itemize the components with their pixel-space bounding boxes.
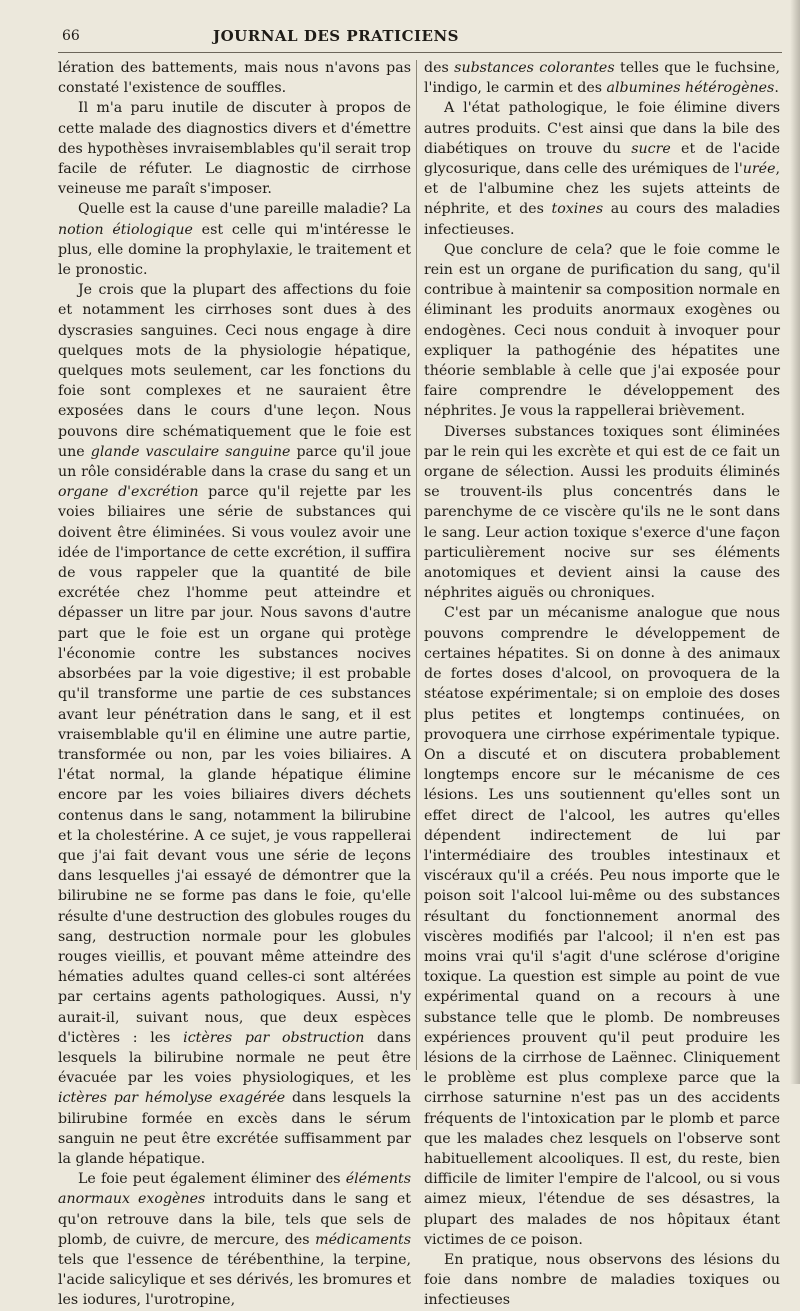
page-header	[62, 22, 780, 50]
header-rule	[58, 52, 782, 53]
emphasis: organe d'excrétion	[58, 484, 199, 501]
paragraph: lération des battements, mais nous n'avons pas constaté l'existence de souffles.	[58, 60, 411, 97]
paragraph: Quelle est la cause d'une pareille maladie? La notion étiologique est celle qui m'intéresse le plus, elle domine la prophylaxie, le traitement et le pronostic.	[58, 201, 411, 279]
emphasis: urée	[742, 161, 776, 178]
emphasis: médicaments	[315, 1231, 411, 1248]
paragraph: Il m'a paru inutile de discuter à propos de cette malade des diagnostics divers et d'émettre des hypothèses invraisemblables qu'il serait trop facile de réfuter. Le diagnostic de cirrhose veineuse me paraît s'imposer.	[58, 100, 411, 198]
emphasis: toxines	[551, 201, 604, 218]
page-number: 66	[62, 28, 80, 44]
page-binding-edge	[790, 0, 800, 1084]
paragraph: Je crois que la plupart des affections du foie et notamment les cirrhoses sont dues à des dyscrasies sanguines. Ceci nous engage à dire quelques mots de la physiologie hépatique, quelques mots seulement, car les fonctions du foie sont complexes et ne sauraient être exposées dans le cours d'une leçon. Nous pouvons dire schématiquement que le foie est une glande vasculaire sanguine parce qu'il joue un rôle considérable dans la crase du sang et un organe d'excrétion parce qu'il rejette par les voies biliaires une série de substances qui doivent être éliminées. Si vous voulez avoir une idée de l'importance de cette excrétion, il suffira de vous rappeler que la quantité de bile excrétée chez l'homme peut atteindre et dépasser un litre par jour. Nous savons d'autre part que le foie est un organe qui protège l'économie contre les substances nocives absorbées par la voie digestive; il est probable qu'il transforme une partie de ces substances avant leur pénétration dans le sang, et il est vraisemblable qu'il en élimine une autre partie, transformée ou non, par les voies biliaires. A l'état normal, la glande hépatique élimine encore par les voies biliaires divers déchets contenus dans le sang, notamment la bilirubine et la cholestérine. A ce sujet, je vous rappellerai que j'ai fait devant vous une série de leçons dans lesquelles j'ai essayé de démontrer que la bilirubine ne se forme pas dans le foie, qu'elle résulte d'une destruction des globules rouges du sang, destruction normale pour les globules rouges vieillis, et pouvant même atteindre des hématies adultes quand celles-ci sont altérées par certains agents pathologiques. Aussi, n'y aurait-il, suivant nous, que deux espèces d'ictères : les ictères par obstruction dans lesquels la bilirubine normale ne peut être évacuée par les voies physiologiques, et les ictères par hémolyse exagérée dans lesquels la bilirubine formée en excès dans le sérum sanguin ne peut être excrétée suffisamment par la glande hépatique.	[58, 282, 411, 1167]
emphasis: notion étiologique	[58, 221, 193, 238]
emphasis: ictères par obstruction	[183, 1029, 365, 1046]
column-divider	[416, 60, 417, 1070]
right-column	[424, 58, 780, 1311]
emphasis: sucre	[631, 140, 671, 157]
emphasis: substances colorantes	[454, 60, 615, 76]
emphasis: albumines hétérogènes	[606, 80, 775, 97]
paragraph: des substances colorantes telles que le fuchsine, l'indigo, le carmin et des albumines hétérogènes.	[424, 60, 780, 97]
paragraph: Le foie peut également éliminer des éléments anormaux exogènes introduits dans le sang et qu'on retrouve dans la bile, tels que sels de plomb, de cuivre, de mercure, des médicaments tels que l'essence de térébenthine, la terpine, l'acide salicylique et ses dérivés, les bromures et les iodures, l'urotropine,	[58, 1171, 412, 1309]
paragraph: C'est par un mécanisme analogue que nous pouvons comprendre le développement de certaines hépatites. Si on donne à des animaux de fortes doses d'alcool, on provoquera de la stéatose expérimentale; si on emploie des doses plus petites et longtemps continuées, on provoquera une cirrhose expérimentale typique. On a discuté et on discutera probablement longtemps encore sur le mécanisme de ces lésions. Les uns soutiennent qu'elles sont un effet direct de l'alcool, les autres qu'elles dépendent indirectement de lui par l'intermédiaire des troubles intestinaux et viscéraux qu'il a créés. Peu nous importe que le poison soit l'alcool lui-même ou des substances résultant du fonctionnement anormal des viscères modifiés par l'alcool; il n'en est pas moins vrai qu'il s'agit d'une sclérose d'origine toxique. La question est simple au point de vue expérimental quand on a recours à une substance telle que le plomb. De nombreuses expériences prouvent qu'il peut produire les lésions de la cirrhose de Laënnec. Cliniquement le problème est plus complexe parce que la cirrhose saturnine n'est pas un des accidents fréquents de l'intoxication par le plomb et parce que les malades chez lesquels on l'observe sont habituellement alcooliques. Il est, du reste, bien difficile de limiter l'empire de l'alcool, ou si vous aimez mieux, l'étendue de ses désastres, la plupart des malades de nos hôpitaux étant victimes de ce poison.	[424, 605, 780, 1248]
emphasis: glande vasculaire sanguine	[90, 443, 291, 460]
paragraph: Diverses substances toxiques sont éliminées par le rein qui les excrète et qui est de ce fait un organe de sélection. Aussi les produits éliminés se trouvent-ils plus concentrés dans le parenchyme de ce viscère qu'ils ne le sont dans le sang. Leur action toxique s'exerce d'une façon particulièrement nocive sur ses éléments anotomiques et devient ainsi la cause des néphrites aiguës ou chroniques.	[424, 423, 780, 602]
emphasis: éléments anormaux exogènes	[58, 1171, 411, 1208]
left-column	[58, 58, 411, 1311]
paragraph: En pratique, nous observons des lésions du foie dans nombre de maladies toxiques ou infectieuses	[424, 1251, 780, 1309]
running-title: JOURNAL DES PRATICIENS	[213, 27, 459, 45]
paragraph: Que conclure de cela? que le foie comme le rein est un organe de purification du sang, qu'il contribue à maintenir sa composition normale en éliminant les produits anormaux exogènes ou endogènes. Ceci nous conduit à invoquer pour expliquer la pathogénie des hépatites une théorie semblable à celle que j'ai exposée pour faire comprendre le développement des néphrites. Je vous la rappellerai brièvement.	[424, 241, 780, 420]
paragraph: A l'état pathologique, le foie élimine divers autres produits. C'est ainsi que dans la bile des diabétiques on trouve du sucre et de l'acide glycosurique, dans celle des urémiques de l'urée, et de l'albumine chez les sujets atteints de néphrite, et des toxines au cours des maladies infectieuses.	[424, 100, 781, 238]
emphasis: ictères par hémolyse exagérée	[58, 1090, 286, 1107]
